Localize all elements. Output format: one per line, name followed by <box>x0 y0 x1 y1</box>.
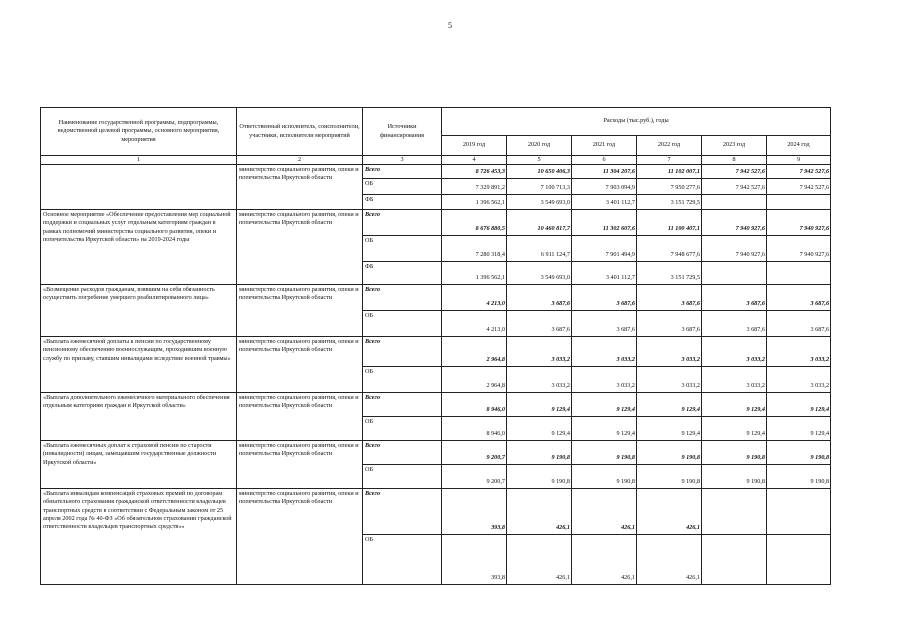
page-number: 5 <box>448 21 452 30</box>
row-value: 3 401 112,7 <box>572 262 637 285</box>
row-value: 3 687,6 <box>572 285 637 311</box>
row-value: 1 396 562,1 <box>442 262 507 285</box>
header-year: 2024 год <box>767 136 831 156</box>
row-value: 11 304 207,6 <box>572 165 637 179</box>
row-value: 3 033,2 <box>637 337 702 367</box>
row-value: 9 190,8 <box>637 465 702 489</box>
row-value: 426,1 <box>507 535 572 585</box>
row-value: 9 190,8 <box>507 465 572 489</box>
row-value: 2 964,8 <box>442 337 507 367</box>
row-source: ОБ <box>363 311 442 337</box>
row-value: 7 901 494,9 <box>572 236 637 262</box>
row-value: 8 676 880,5 <box>442 210 507 236</box>
row-source: ОБ <box>363 535 442 585</box>
row-value: 3 033,2 <box>637 367 702 393</box>
row-value: 8 946,0 <box>442 417 507 441</box>
row-value: 9 190,8 <box>507 441 572 465</box>
header-col-number: 4 <box>442 156 507 165</box>
row-value: 3 687,6 <box>702 311 767 337</box>
row-source: Всего <box>363 285 442 311</box>
row-value: 9 190,8 <box>572 465 637 489</box>
row-value: 9 129,4 <box>767 417 831 441</box>
row-value <box>702 195 767 210</box>
row-value: 9 129,4 <box>507 417 572 441</box>
header-col-number: 6 <box>572 156 637 165</box>
row-value: 9 129,4 <box>702 417 767 441</box>
row-value: 7 940 927,6 <box>767 236 831 262</box>
row-value: 3 687,6 <box>637 311 702 337</box>
row-executor: министерство социального развития, опеки и попечительства Иркутской области <box>237 285 363 337</box>
row-source: ОБ <box>363 417 442 441</box>
row-value: 7 942 527,6 <box>767 165 831 179</box>
row-value: 4 213,0 <box>442 311 507 337</box>
row-value: 10 460 817,7 <box>507 210 572 236</box>
row-value: 3 151 729,5 <box>637 195 702 210</box>
header-year: 2021 год <box>572 136 637 156</box>
row-value <box>702 262 767 285</box>
row-name <box>41 165 237 210</box>
row-source: ОБ <box>363 465 442 489</box>
header-col-number: 3 <box>363 156 442 165</box>
row-value: 3 033,2 <box>507 337 572 367</box>
row-value: 9 129,4 <box>572 417 637 441</box>
header-col-number: 9 <box>767 156 831 165</box>
row-value: 9 190,8 <box>702 441 767 465</box>
row-value: 9 129,4 <box>767 393 831 417</box>
row-source: ОБ <box>363 236 442 262</box>
row-name: «Выплата инвалидам компенсаций страховых премий по договорам обязательного страхования гражданской ответственности владельцев транспортных средств в соответствии с Федеральным законом от 25 апреля 2002 года № 40-ФЗ «Об обязательном страховании гражданской ответственности владельцев транспортных средств»» <box>41 489 237 585</box>
header-year: 2020 год <box>507 136 572 156</box>
row-value: 3 687,6 <box>572 311 637 337</box>
row-value <box>767 262 831 285</box>
row-source: Всего <box>363 393 442 417</box>
header-year: 2019 год <box>442 136 507 156</box>
row-value: 426,1 <box>507 489 572 535</box>
row-source: Всего <box>363 489 442 535</box>
row-value: 9 129,4 <box>637 393 702 417</box>
row-value: 9 190,8 <box>702 465 767 489</box>
row-value: 3 151 729,5 <box>637 262 702 285</box>
header-year: 2022 год <box>637 136 702 156</box>
row-value: 9 190,8 <box>767 441 831 465</box>
row-value: 9 129,4 <box>702 393 767 417</box>
row-value: 3 033,2 <box>507 367 572 393</box>
row-value: 8 946,0 <box>442 393 507 417</box>
row-executor: министерство социального развития, опеки и попечительства Иркутской области <box>237 393 363 441</box>
row-value: 11 100 407,1 <box>637 210 702 236</box>
row-value: 9 200,7 <box>442 465 507 489</box>
row-name: «Выплата дополнительного ежемесячного материального обеспечения отдельным категориям граждан в Иркутской области» <box>41 393 237 441</box>
row-executor: министерство социального развития, опеки и попечительства Иркутской области <box>237 441 363 489</box>
row-value: 426,1 <box>572 489 637 535</box>
header-col-number: 8 <box>702 156 767 165</box>
header-sources: Источники финансирования <box>363 108 442 156</box>
row-source: ОБ <box>363 179 442 195</box>
row-value: 3 033,2 <box>572 367 637 393</box>
row-value: 3 687,6 <box>767 311 831 337</box>
row-value: 3 687,6 <box>767 285 831 311</box>
row-value: 7 903 094,9 <box>572 179 637 195</box>
row-value: 8 726 453,3 <box>442 165 507 179</box>
header-col-number: 7 <box>637 156 702 165</box>
row-value: 1 396 562,1 <box>442 195 507 210</box>
row-value: 3 033,2 <box>702 367 767 393</box>
row-value: 6 911 124,7 <box>507 236 572 262</box>
row-value <box>702 489 767 535</box>
row-source: Всего <box>363 165 442 179</box>
row-value: 9 190,8 <box>767 465 831 489</box>
expenses-table <box>40 107 831 585</box>
row-value: 3 033,2 <box>767 367 831 393</box>
row-value: 9 190,8 <box>637 441 702 465</box>
row-value: 7 940 927,6 <box>767 210 831 236</box>
row-value <box>767 489 831 535</box>
row-value: 7 940 927,6 <box>702 210 767 236</box>
row-value: 4 213,0 <box>442 285 507 311</box>
row-value: 3 687,6 <box>507 311 572 337</box>
row-value: 9 190,8 <box>572 441 637 465</box>
row-value: 7 942 527,6 <box>767 179 831 195</box>
row-value <box>767 195 831 210</box>
row-name: «Выплата ежемесячной доплаты к пенсии по государственному пенсионному обеспечению военнослужащим, проходившим военную службу по призыву, ставшим инвалидами вследствие военной травмы» <box>41 337 237 393</box>
row-value: 393,8 <box>442 489 507 535</box>
row-value: 7 329 891,2 <box>442 179 507 195</box>
row-value: 3 549 693,0 <box>507 195 572 210</box>
row-value: 3 687,6 <box>637 285 702 311</box>
row-value: 7 950 277,6 <box>637 179 702 195</box>
row-value: 2 964,8 <box>442 367 507 393</box>
row-source: ОБ <box>363 367 442 393</box>
row-executor: министерство социального развития, опеки и попечительства Иркутской области <box>237 489 363 585</box>
row-value: 9 129,4 <box>572 393 637 417</box>
row-value: 426,1 <box>637 489 702 535</box>
row-source: Всего <box>363 337 442 367</box>
row-value: 3 549 693,0 <box>507 262 572 285</box>
row-executor: министерство социального развития, опеки и попечительства Иркутской области <box>237 165 363 210</box>
row-value: 11 102 007,1 <box>637 165 702 179</box>
row-source: ФБ <box>363 195 442 210</box>
row-value: 3 401 112,7 <box>572 195 637 210</box>
header-executor: Ответственный исполнитель, соисполнители, участники, исполнители мероприятий <box>237 108 363 156</box>
row-value: 7 100 713,3 <box>507 179 572 195</box>
header-col-number: 2 <box>237 156 363 165</box>
row-value: 9 200,7 <box>442 441 507 465</box>
row-value: 7 280 318,4 <box>442 236 507 262</box>
row-value: 11 302 607,6 <box>572 210 637 236</box>
header-expenses: Расходы (тыс.руб.), годы <box>442 108 831 136</box>
row-value <box>767 535 831 585</box>
row-value: 7 940 927,6 <box>702 236 767 262</box>
row-name: Основное мероприятие «Обеспечение предоставления мер социальной поддержки и социальных услуг отдельным категориям граждан в рамках полномочий министерства социального развития, опеки и попечительства Иркутской области» на 2019-2024 годы <box>41 210 237 285</box>
row-value: 7 942 527,6 <box>702 179 767 195</box>
row-value: 426,1 <box>637 535 702 585</box>
header-col-number: 5 <box>507 156 572 165</box>
row-name: «Возмещение расходов гражданам, взявшим на себя обязанность осуществить погребение умершего реабилитированного лица» <box>41 285 237 337</box>
row-value: 3 033,2 <box>572 337 637 367</box>
header-col-number: 1 <box>41 156 237 165</box>
row-source: Всего <box>363 210 442 236</box>
row-value: 3 687,6 <box>702 285 767 311</box>
row-value: 9 129,4 <box>507 393 572 417</box>
row-value: 3 687,6 <box>507 285 572 311</box>
row-name: «Выплата ежемесячных доплат к страховой пенсии по старости (инвалидности) лицам, замещавшим государственные должности Иркутской области» <box>41 441 237 489</box>
header-name: Наименование государственной программы, подпрограммы, ведомственной целевой программы, основного мероприятия, мероприятия <box>41 108 237 156</box>
row-executor: министерство социального развития, опеки и попечительства Иркутской области <box>237 337 363 393</box>
row-executor: министерство социального развития, опеки и попечительства Иркутской области <box>237 210 363 285</box>
header-year: 2023 год <box>702 136 767 156</box>
row-value: 9 129,4 <box>637 417 702 441</box>
row-value: 10 650 406,3 <box>507 165 572 179</box>
row-value: 3 033,2 <box>702 337 767 367</box>
row-value <box>702 535 767 585</box>
row-source: ФБ <box>363 262 442 285</box>
row-source: Всего <box>363 441 442 465</box>
row-value: 3 033,2 <box>767 337 831 367</box>
row-value: 426,1 <box>572 535 637 585</box>
row-value: 7 948 677,6 <box>637 236 702 262</box>
row-value: 393,8 <box>442 535 507 585</box>
row-value: 7 942 527,6 <box>702 165 767 179</box>
